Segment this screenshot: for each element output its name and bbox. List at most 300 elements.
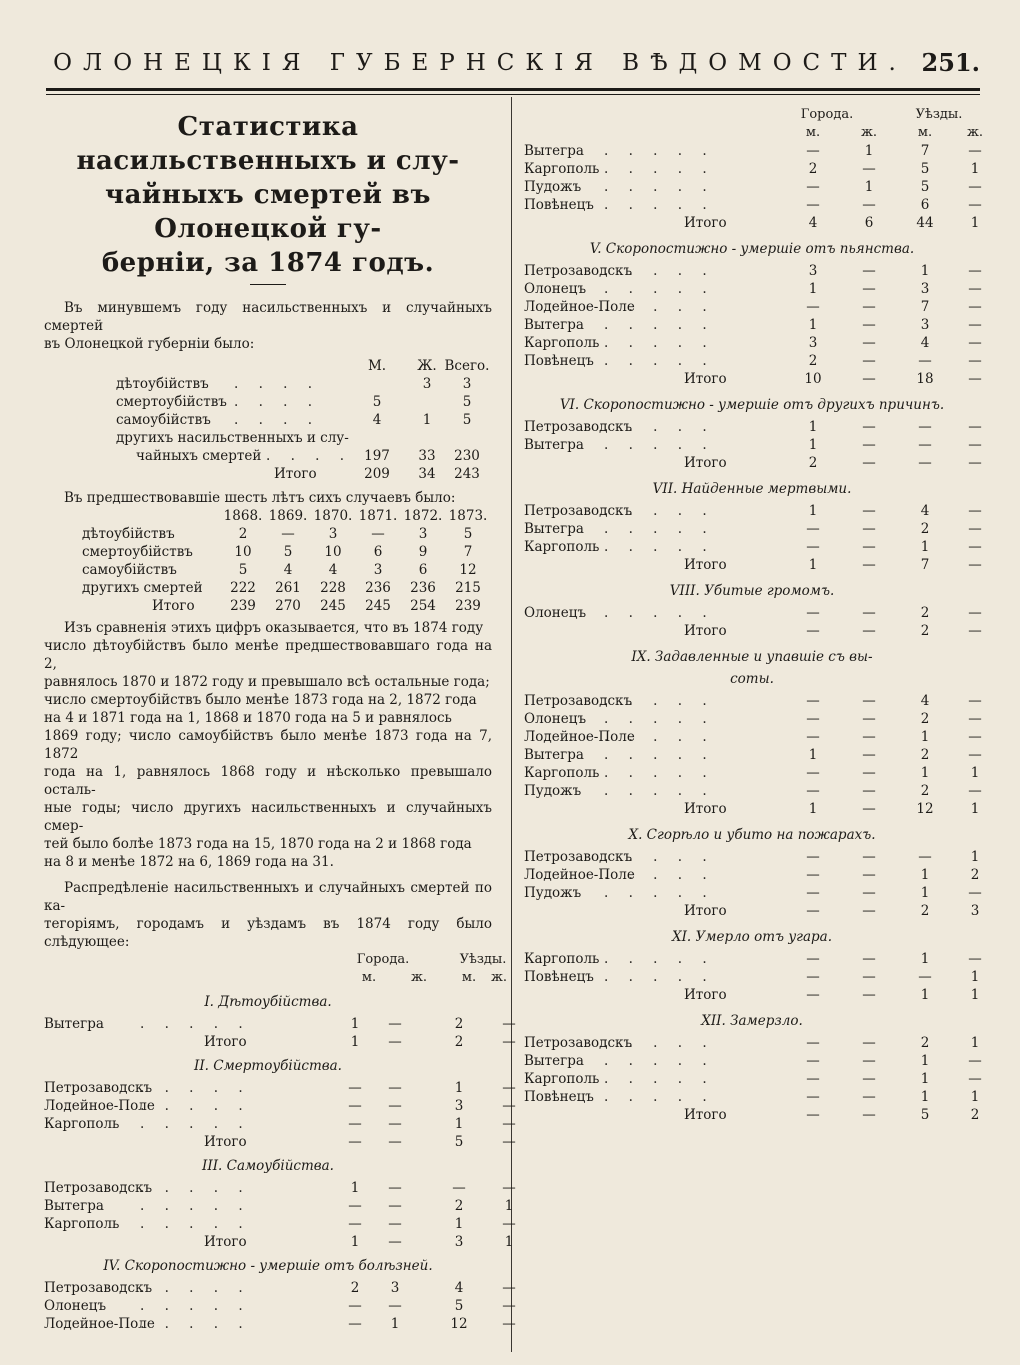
place-name: Каргополь [524, 1071, 600, 1087]
column-sex-header [44, 969, 508, 987]
leader-dots: . . . . [234, 376, 321, 392]
leader-dots: . . . . . [604, 539, 715, 555]
cell-value: 1 [970, 969, 980, 985]
table1-col-total: Всего. [444, 358, 490, 374]
cell-value: — [862, 197, 876, 213]
year-value: 7 [463, 544, 473, 560]
cell-value: — [862, 951, 876, 967]
place-row [44, 1097, 516, 1115]
distribution-intro [44, 879, 492, 951]
place-name: Петрозаводскъ [524, 693, 633, 709]
cell-value: 18 [916, 371, 934, 387]
newspaper-title: ОЛОНЕЦКІЯ ГУБЕРНСКІЯ ВѢДОМОСТИ. [53, 50, 907, 76]
place-name: Каргополь [524, 951, 600, 967]
cell-value: — [388, 1134, 402, 1150]
cell-value: — [502, 1116, 516, 1132]
article-title-line-1: Статистика насильственныхъ и слу- [76, 112, 460, 176]
cell-value: — [806, 951, 820, 967]
cell-value: — [348, 1316, 362, 1332]
article-title-line-2: чайныхъ смертей въ Олонецкой гу- [105, 180, 431, 244]
districts-f-header: ж. [490, 970, 508, 985]
cell-value: 3 [920, 281, 930, 297]
year-value: 239 [230, 598, 256, 614]
cell-value: — [968, 371, 982, 387]
section-total-row [44, 1133, 516, 1151]
place-name: Петрозаводскъ [524, 419, 633, 435]
cell-value: 5 [454, 1298, 464, 1314]
leader-dots: . . . . . [604, 951, 715, 967]
cell-value: — [968, 521, 982, 537]
year-value: 9 [418, 544, 428, 560]
leader-dots: . . . . . [140, 1016, 251, 1032]
cell-value: — [502, 1080, 516, 1096]
cell-value: — [862, 437, 876, 453]
val-m: 197 [364, 448, 390, 464]
table1-row [44, 375, 492, 393]
place-name: Повѣнецъ [524, 969, 594, 985]
year-value: 5 [238, 562, 248, 578]
place-row [44, 1015, 516, 1033]
cell-value: 44 [916, 215, 934, 231]
cell-value: 2 [454, 1016, 464, 1032]
cell-value: — [918, 437, 932, 453]
cell-value: — [968, 419, 982, 435]
cell-value: 4 [920, 693, 930, 709]
cell-value: — [806, 903, 820, 919]
cell-value: — [502, 1298, 516, 1314]
total-label: Итого [684, 801, 727, 817]
leader-dots: . . . . . [604, 503, 715, 519]
leader-dots: . . . . . [604, 783, 715, 799]
year-value: 261 [275, 580, 301, 596]
year-value: 12 [459, 562, 477, 578]
cell-value: 2 [350, 1280, 360, 1296]
cell-value: — [862, 299, 876, 315]
leader-dots: . . . . . [604, 765, 715, 781]
place-row [524, 316, 980, 334]
place-name: Пудожъ [524, 783, 582, 799]
cell-value: — [348, 1098, 362, 1114]
cell-value: 1 [808, 419, 818, 435]
towns-header: Города. [800, 107, 854, 122]
cell-value: — [502, 1280, 516, 1296]
section-total-row [524, 986, 980, 1004]
page-header [40, 44, 980, 84]
leader-dots: . . . . . [604, 335, 715, 351]
cell-value: 12 [450, 1316, 468, 1332]
cell-value: — [862, 455, 876, 471]
leader-dots: . . . . . [140, 1098, 251, 1114]
column-group-header [524, 106, 980, 124]
cell-value: — [806, 179, 820, 195]
cell-value: — [502, 1034, 516, 1050]
cell-value: — [862, 419, 876, 435]
year-value: 4 [283, 562, 293, 578]
place-name: Петрозаводскъ [524, 849, 633, 865]
cell-value: — [862, 801, 876, 817]
place-name: Вытегра [524, 437, 584, 453]
section-title: XII. Замерзло. [701, 1013, 803, 1029]
cell-value: — [862, 1089, 876, 1105]
districts-f-header: ж. [966, 125, 984, 140]
cell-value: — [918, 419, 932, 435]
table1-row [44, 447, 492, 465]
cell-value: — [806, 969, 820, 985]
cell-value: — [968, 455, 982, 471]
cell-value: — [452, 1180, 466, 1196]
place-name: Повѣнецъ [524, 1089, 594, 1105]
total-f: 34 [418, 466, 436, 482]
cell-value: — [502, 1016, 516, 1032]
place-row [524, 352, 980, 370]
place-name: Вытегра [44, 1016, 104, 1032]
cell-value: — [806, 143, 820, 159]
section-total-row [524, 1106, 980, 1124]
cell-value: 1 [970, 1089, 980, 1105]
val-total: 3 [462, 376, 472, 392]
cell-value: — [862, 503, 876, 519]
cell-value: — [968, 143, 982, 159]
place-row [44, 1197, 514, 1215]
comparison-line: на 4 и 1871 года на 1, 1868 и 1870 года на 5 и равнялось [44, 710, 452, 726]
section-title: II. Смертоубійства. [194, 1058, 342, 1074]
cell-value: 2 [920, 747, 930, 763]
leader-dots: . . . . . [604, 281, 715, 297]
place-row [524, 196, 980, 214]
row-label: другихъ смертей [82, 580, 203, 596]
place-name: Лодейное-Поле [524, 729, 635, 745]
place-row [524, 436, 980, 454]
comparison-line: года на 1, равнялось 1868 году и нѣсколько превышало осталь- [44, 764, 492, 798]
leader-dots: . . . . . [140, 1080, 251, 1096]
cell-value: — [862, 539, 876, 555]
section-title: IV. Скоропостижно - умершіе отъ болѣзней. [103, 1258, 433, 1274]
prev-years-table [44, 507, 492, 615]
leader-dots: . . . . [234, 394, 321, 410]
cell-value: 2 [970, 1107, 980, 1123]
districts-header: Уѣзды. [459, 952, 507, 967]
total-label: Итого [684, 623, 727, 639]
cell-value: — [968, 317, 982, 333]
cell-value: — [862, 263, 876, 279]
section-title-cont: соты. [730, 671, 774, 687]
cell-value: — [388, 1234, 402, 1250]
cell-value: — [502, 1180, 516, 1196]
cell-value: 3 [390, 1280, 400, 1296]
cell-value: — [968, 197, 982, 213]
cell-value: — [862, 1035, 876, 1051]
place-row [524, 298, 980, 316]
comparison-line: 1869 году; число самоубійствъ было менѣе 1873 года на 7, 1872 [44, 728, 492, 762]
cell-value: — [388, 1116, 402, 1132]
place-row [524, 866, 980, 884]
cell-value: — [862, 317, 876, 333]
total-label: Итого [684, 1107, 727, 1123]
place-row [524, 502, 980, 520]
cell-value: — [862, 371, 876, 387]
cell-value: 1 [454, 1216, 464, 1232]
cell-value: — [862, 783, 876, 799]
cell-value: 7 [920, 557, 930, 573]
cell-value: — [968, 281, 982, 297]
year-value: 245 [365, 598, 391, 614]
place-row [524, 1088, 980, 1106]
year-value: — [281, 526, 295, 542]
cell-value: 1 [920, 867, 930, 883]
table2-row [44, 543, 492, 561]
cell-value: — [806, 1071, 820, 1087]
cell-value: — [862, 353, 876, 369]
year-value: 222 [230, 580, 256, 596]
cell-value: — [348, 1134, 362, 1150]
val-f: 33 [418, 448, 436, 464]
cell-value: — [806, 693, 820, 709]
section-title: VI. Скоропостижно - умершіе отъ другихъ причинъ. [559, 397, 945, 413]
cell-value: — [862, 161, 876, 177]
cell-value: 4 [808, 215, 818, 231]
row-label: другихъ насильственныхъ и слу- [116, 430, 349, 446]
cell-value: — [348, 1298, 362, 1314]
table2-row [44, 561, 492, 579]
year-value: 10 [234, 544, 252, 560]
place-row [524, 968, 980, 986]
section-title: X. Сгорѣло и убито на пожарахъ. [628, 827, 876, 843]
year-4: 1872. [403, 508, 443, 524]
cell-value: — [388, 1298, 402, 1314]
section-total-row [524, 370, 980, 388]
towns-m-header: м. [361, 970, 377, 985]
cell-value: — [806, 987, 820, 1003]
place-name: Лодейное-Поле [44, 1098, 155, 1114]
cell-value: 3 [454, 1098, 464, 1114]
place-row [44, 1179, 516, 1197]
cell-value: 2 [454, 1198, 464, 1214]
year-value: 254 [410, 598, 436, 614]
cell-value: — [968, 179, 982, 195]
place-row [44, 1297, 516, 1315]
cell-value: — [806, 197, 820, 213]
leader-dots: . . . . . [604, 143, 715, 159]
cell-value: — [862, 711, 876, 727]
row-label: смертоубійствъ [116, 394, 227, 410]
cell-value: — [806, 765, 820, 781]
row-label: чайныхъ смертей [136, 448, 262, 464]
cell-value: — [502, 1316, 516, 1332]
cell-value: — [388, 1016, 402, 1032]
place-name: Пудожъ [524, 885, 582, 901]
cell-value: — [348, 1216, 362, 1232]
place-name: Лодейное-Поле [524, 867, 635, 883]
place-name: Петрозаводскъ [524, 1035, 633, 1051]
districts-m-header: м. [461, 970, 477, 985]
cell-value: 1 [970, 849, 980, 865]
place-row [524, 782, 980, 800]
cell-value: — [862, 765, 876, 781]
section-title: IX. Задавленные и упавшіе съ вы- [631, 649, 873, 665]
place-row [524, 950, 980, 968]
towns-f-header: ж. [410, 970, 428, 985]
cell-value: — [968, 729, 982, 745]
place-row [524, 884, 980, 902]
cell-value: 1 [920, 539, 930, 555]
cell-value: — [862, 693, 876, 709]
cell-value: — [918, 849, 932, 865]
cell-value: — [862, 335, 876, 351]
leader-dots: . . . . [234, 412, 321, 428]
cell-value: — [806, 539, 820, 555]
year-value: 5 [463, 526, 473, 542]
cell-value: 2 [920, 903, 930, 919]
year-value: 3 [328, 526, 338, 542]
place-name: Каргополь [524, 765, 600, 781]
leader-dots: . . . . . [604, 263, 715, 279]
cell-value: — [388, 1180, 402, 1196]
comparison-line: на 8 и менѣе 1872 на 6, 1869 года на 31. [44, 854, 334, 870]
year-5: 1873. [448, 508, 488, 524]
table1-header [44, 357, 492, 375]
cell-value: — [862, 903, 876, 919]
total-label: Итого [684, 903, 727, 919]
cell-value: — [968, 783, 982, 799]
cell-value: — [968, 1053, 982, 1069]
year-0: 1868. [223, 508, 263, 524]
place-row [524, 280, 980, 298]
val-total: 230 [454, 448, 480, 464]
place-row [524, 178, 980, 196]
section-title: III. Самоубійства. [202, 1158, 334, 1174]
section-title: I. Дѣтоубійства. [204, 994, 332, 1010]
cell-value: — [968, 299, 982, 315]
right-column [524, 106, 984, 1124]
place-name: Петрозаводскъ [524, 503, 633, 519]
cell-value: — [806, 299, 820, 315]
total-label: Итого [274, 466, 317, 482]
place-row [44, 1079, 516, 1097]
cell-value: 3 [454, 1234, 464, 1250]
section-total-row [524, 902, 980, 920]
cell-value: 5 [454, 1134, 464, 1150]
place-row [524, 1034, 980, 1052]
cell-value: 4 [920, 503, 930, 519]
leader-dots: . . . . . [604, 969, 715, 985]
leader-dots: . . . . . [140, 1180, 251, 1196]
cell-value: 1 [504, 1234, 514, 1250]
year-value: 239 [455, 598, 481, 614]
cell-value: 12 [916, 801, 934, 817]
total-label: Итого [684, 455, 727, 471]
cell-value: 2 [920, 521, 930, 537]
place-row [524, 334, 980, 352]
year-value: 10 [324, 544, 342, 560]
cell-value: 3 [808, 263, 818, 279]
column-group-header [44, 951, 507, 969]
cell-value: 1 [350, 1016, 360, 1032]
cell-value: — [862, 623, 876, 639]
section-total-row [524, 454, 980, 472]
cell-value: 2 [808, 353, 818, 369]
place-row [44, 1115, 516, 1133]
cell-value: — [862, 885, 876, 901]
cell-value: 2 [920, 605, 930, 621]
districts-header: Уѣзды. [915, 107, 963, 122]
year-2: 1870. [313, 508, 353, 524]
leader-dots: . . . . . [604, 867, 715, 883]
cell-value: 1 [920, 263, 930, 279]
cell-value: 1 [504, 1198, 514, 1214]
leader-dots: . . . . . [604, 317, 715, 333]
year-value: 270 [275, 598, 301, 614]
place-name: Пудожъ [524, 179, 582, 195]
cell-value: 5 [920, 1107, 930, 1123]
place-name: Лодейное-Поле [44, 1316, 155, 1332]
cell-value: 2 [454, 1034, 464, 1050]
place-name: Олонецъ [524, 711, 587, 727]
cell-value: — [806, 783, 820, 799]
cell-value: — [968, 747, 982, 763]
year-1: 1869. [268, 508, 308, 524]
cell-value: 1 [808, 317, 818, 333]
cell-value: — [348, 1080, 362, 1096]
place-row [524, 604, 980, 622]
cell-value: 1 [970, 801, 980, 817]
place-name: Вытегра [44, 1198, 104, 1214]
distribution-line: Распредѣленіе насильственныхъ и случайныхъ смертей по ка- [44, 880, 492, 914]
cell-value: — [968, 353, 982, 369]
section-total-row [44, 1033, 516, 1051]
cell-value: — [862, 987, 876, 1003]
year-value: 3 [373, 562, 383, 578]
left-column [44, 110, 516, 1333]
comparison-line: ные годы; число другихъ насильственныхъ и случайныхъ смер- [44, 800, 492, 834]
row-label: дѣтоубійствъ [82, 526, 175, 542]
year-value: 5 [283, 544, 293, 560]
column-separator [511, 97, 512, 1352]
cell-value: 1 [390, 1316, 400, 1332]
comparison-line: равнялось 1870 и 1872 году и превышало всѣ остальные года; [44, 674, 490, 690]
place-row [524, 692, 980, 710]
cell-value: — [862, 849, 876, 865]
cell-value: 2 [920, 623, 930, 639]
cell-value: 1 [454, 1080, 464, 1096]
place-row [44, 1279, 516, 1297]
section-title: V. Скоропостижно - умершіе отъ пьянства. [589, 241, 915, 257]
cell-value: — [862, 605, 876, 621]
place-name: Петрозаводскъ [44, 1080, 153, 1096]
table2-row [44, 525, 492, 543]
cell-value: 10 [804, 371, 822, 387]
comparison-line: Изъ сравненія этихъ цифръ оказывается, что въ 1874 году [64, 620, 484, 636]
cell-value: 1 [920, 987, 930, 1003]
cell-value: 1 [920, 885, 930, 901]
cell-value: — [348, 1116, 362, 1132]
cell-value: — [862, 281, 876, 297]
cell-value: 2 [808, 455, 818, 471]
row-label: самоубійствъ [116, 412, 211, 428]
cell-value: 3 [920, 317, 930, 333]
table2-row [44, 579, 492, 597]
place-name: Вытегра [524, 747, 584, 763]
cell-value: — [918, 353, 932, 369]
intro-line-1: Въ минувшемъ году насильственныхъ и случайныхъ смертей [44, 300, 492, 334]
leader-dots: . . . . . [604, 693, 715, 709]
cell-value: 1 [970, 765, 980, 781]
cell-value: — [806, 849, 820, 865]
title-divider [250, 284, 286, 285]
cell-value: 1 [864, 179, 874, 195]
val-m: 5 [372, 394, 382, 410]
cell-value: 1 [920, 1053, 930, 1069]
prev-years-intro: Въ предшествовавшіе шесть лѣтъ сихъ случаевъ было: [64, 490, 456, 506]
